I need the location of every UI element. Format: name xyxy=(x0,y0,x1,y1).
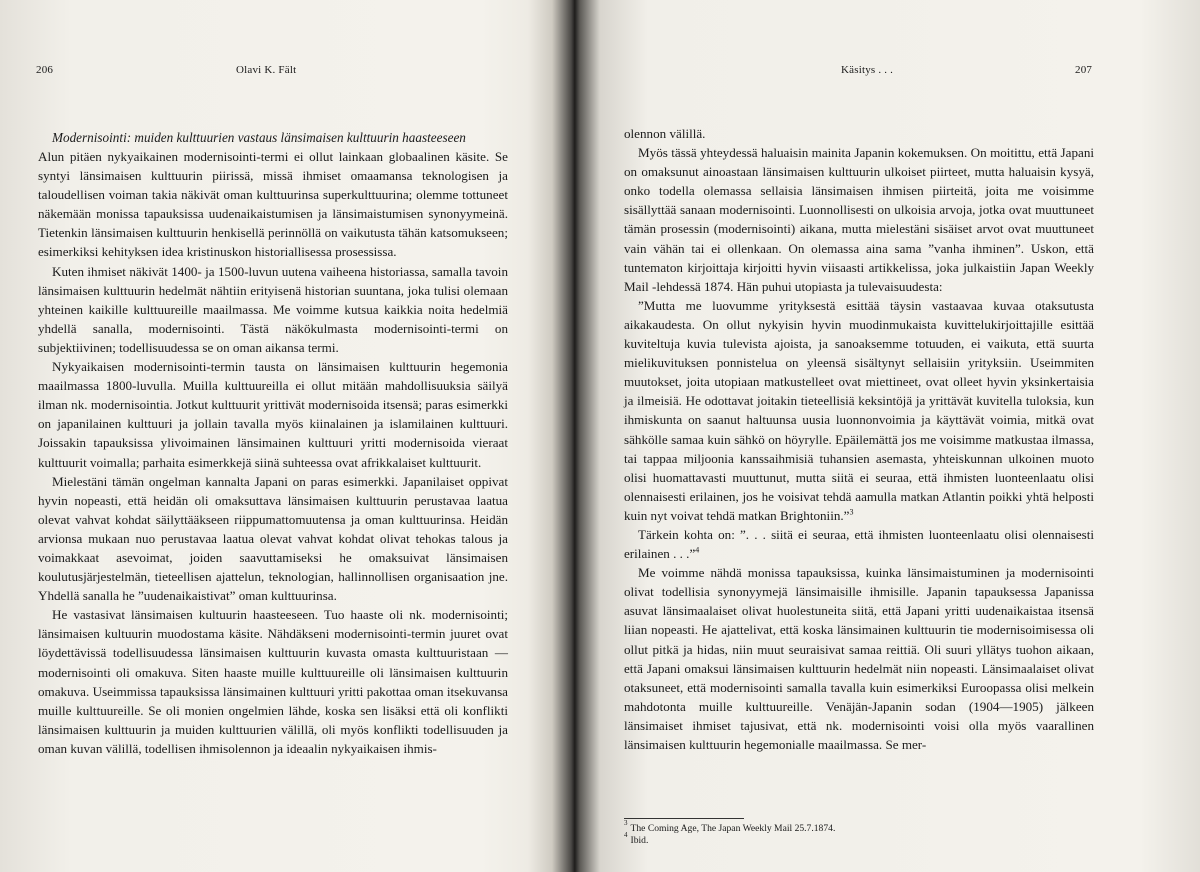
text-column xyxy=(624,124,1094,754)
paragraph: Alun pitäen nykyaikainen modernisointi-termi ei ollut lainkaan globaalinen käsite. Se syntyi länsimaisen kulttuurin piirissä, missä ihmiset omaamansa teknologisen ja taloudellisen voiman takia näkivät oman kulttuurinsa superkulttuurina; olemme tottuneet näkemään monissa tapauksissa uudenaikaistumisen ja länsimaistumisen synonyymeinä. Tietenkin länsimaisen kulttuurin henkisellä perinnöllä on vaikutusta tähän katsomukseen; esimerkiksi kehityksen idea kristinuskon historiallisessa prosessissa. xyxy=(38,149,508,260)
paragraph: Kuten ihmiset näkivät 1400- ja 1500-luvun uutena vaiheena historiassa, samalla tavoin länsimaisen kulttuurin hedelmät nähtiin erityisenä historian suuntana, joka tulisi olemaan yhteinen kaikille kulttuureille maailmassa. Me voimme kutsua kaikkia noita hedelmiä yhdellä sanalla, modernisointi. Tästä näkökulmasta modernisointi-termi on subjektiivinen; todellisuudessa se on oman aikansa termi. xyxy=(38,263,508,355)
right-page xyxy=(580,0,1200,872)
quote-text: ”Mutta me luovumme yrityksestä esittää täysin vastaavaa kuvaa otaksutusta aikakaudesta. On ollut nykyisin hyvin muodinmukaista kuvittelukirjoittajille esittää kuviteltuja kuvia tulevista ajoista, ja sanoaksemme totuuden, ei vaikuta, että suurta mielikuvituksen ponnistelua on yleensä sisältynyt sellaisiin yrityksiin. Useimmiten muutokset, joita utopiaan matkustelleet ovat miettineet, ovat olleet hyvin yksinkertaisia ja ilmeisiä. He odottavat joitakin tieteellisiä keksintöjä ja yrittävät kuvitella tuloksia, kun ihmiskunta on saanut haltuunsa uusia luonnonvoimia ja käyttävät voimia, mitkä ovat sähkölle samaa kuin sähkö on höyrylle. Epäilemättä jos me voisimme matkustaa ilmassa, tai tappaa miljoonia kanssaihmisiä tuhansien asemasta, yhteiskunnan ulkoinen muoto olisi huomattavasti muuttunut, mutta siitä ei seuraa, että ihmisten luonteenlaatu olisi olennaisesti erilainen, jos he voisivat tehdä aamulla matkan Atlantin poikki yhtä helposti kuin nyt voivat tehdä matkan Brightoniin.” xyxy=(624,297,1094,523)
paragraph: Nykyaikaisen modernisointi-termin tausta on länsimaisen kulttuurin hegemonia maailmassa 1800-luvulla. Muilla kulttuureilla ei ollut mitään mahdollisuuksia säilyä ilman nk. modernisointia. Jotkut kulttuurit yrittivät modernisoida itsensä; paras esimerkki on japanilainen kulttuuri ja jollain tavalla myös kiinalainen ja islamilainen kulttuuri. Joissakin tapauksissa ylivoimainen länsimainen kulttuuri yritti modernisoida vieraat kulttuurit voimalla; parhaita esimerkkejä siinä suhteessa ovat afrikkalaiset kulttuurit. xyxy=(38,359,508,470)
paragraph xyxy=(624,525,1094,563)
left-page xyxy=(0,0,560,872)
footnote-text: The Coming Age, The Japan Weekly Mail 25.7.1874. xyxy=(630,823,836,834)
quote-paragraph xyxy=(624,296,1094,525)
text-column xyxy=(38,128,508,758)
footnote xyxy=(624,819,1094,835)
page-number: 206 xyxy=(36,64,54,76)
footnote xyxy=(624,831,1094,847)
running-title: Käsitys . . . xyxy=(841,64,894,76)
paragraph: olennon välillä. xyxy=(624,126,706,141)
footnote-text: Ibid. xyxy=(630,835,649,846)
footnote-divider xyxy=(624,818,744,819)
paragraph: Mielestäni tämän ongelman kannalta Japani on paras esimerkki. Japanilaiset oppivat hyvin nopeasti, että heidän oli omaksuttava länsimaisen kulttuurin perustavaa laatua olevat vahvat kohdat säilyttääkseen riippumattomuutensa ja oman kulttuurinsa. Heidän arvionsa mukaan nuo perustavaa laatua olevat vahvat kohdat olivat tehokas talous ja voimakkaat asevoimat, joiden saavuttamiseksi he omaksuivat länsimaisen koulutusjärjestelmän, tieteellisen ajattelun, teknologian, hallinnollisen organisaation jne. Yhdellä sanalla he ”uudenaikaistivat” oman kulttuurinsa. xyxy=(38,473,508,604)
paragraph: Me voimme nähdä monissa tapauksissa, kuinka länsimaistuminen ja modernisointi olivat todellisia synonyymejä länsimaisille ihmisille. Japanin tapauksessa Japanissa asuvat länsimaalaiset olivat huolestuneita siitä, että Japani yritti uudenaikaistaa itsensä liian nopeasti. He ajattelivat, että koska länsimainen kulttuurin tie modernisoimisessa oli ollut pitkä ja hidas, niin muut seuraisivat samaa reittiä. Oli suuri yllätys tuohon aikaan, että Japani omaksui länsimaisen kulttuurin hedelmät niin nopeasti. Länsimaalaiset olivat otaksuneet, että modernisointi samalla tavalla kuin esimerkiksi Euroopassa olisi melkein mahdotonta muille kulttuureille. Venäjän-Japanin sodan (1904—1905) jälkeen länsimaiset ihmiset tajusivat, että nk. modernisointi voisi olla myös vaarallinen länsimaisen kulttuurin hegemonialle maailmassa. Se mer- xyxy=(624,565,1094,752)
paragraph: Myös tässä yhteydessä haluaisin mainita Japanin kokemuksen. On moitittu, että Japani on omaksunut ainoastaan länsimaisen kulttuurin ulkoiset piirteet, mutta haluaisin kysyä, onko todella olemassa sellaisia länsimaisen ihmisen piirteitä, joita me voisimme sisällyttää sanaan modernisointi. Luonnollisesti on ulkoisia arvoja, jotka ovat muuttuneet tämän prosessin (modernisointi) aikana, mutta mielestäni sisäiset arvot ovat muuttuneet vain vähän tai ei ollenkaan. On olemassa aina sama ”vanha ihminen”. Uskon, että tuntematon kirjoittaja kirjoitti hyvin viisaasti artikkelissa, joka julkaistiin Japan Weekly Mail -lehdessä 1874. Hän puhui utopiasta ja tulevaisuudesta: xyxy=(624,145,1094,294)
footnote-ref: 3 xyxy=(849,507,854,517)
section-heading: Modernisointi: muiden kulttuurien vastaus länsimaisen kulttuurin haasteeseen xyxy=(52,130,466,145)
footnote-ref: 4 xyxy=(695,545,700,555)
page-number: 207 xyxy=(1075,64,1093,76)
quote-text: Tärkein kohta on: ”. . . siitä ei seuraa, että ihmisten luonteenlaatu olisi olennaisesti erilainen . . .” xyxy=(624,526,1094,562)
footnote-number: 3 xyxy=(624,819,628,827)
footnotes xyxy=(624,818,1094,847)
footnote-number: 4 xyxy=(624,831,628,839)
paragraph: He vastasivat länsimaisen kultuurin haasteeseen. Tuo haaste oli nk. modernisointi; länsimaisen kultuurin muodostama käsite. Nähdäkseni modernisointi-termin juuret ovat löydettävissä todellisuudessa länsimaisen kulttuurin kuvasta omasta kulttuuristaan — modernisointi oli omakuva. Siten haaste muille kulttuureille oli länsimaisen kulttuurin omakuva. Useimmissa tapauksissa länsimainen kulttuuri yritti pakottaa oman itsekuvansa muille kulttuureille. Se oli monien ongelmien lähde, koska sen lisäksi että oli konflikti länsimaisen kulttuurin ja muiden kulttuurien välillä, oli myös konflikti todellisuuden ja oman kuvan välillä, todellisen ihmisolennon ja ideaalin nykyaikaisen ihmis- xyxy=(38,607,508,756)
running-title: Olavi K. Fält xyxy=(236,64,297,76)
